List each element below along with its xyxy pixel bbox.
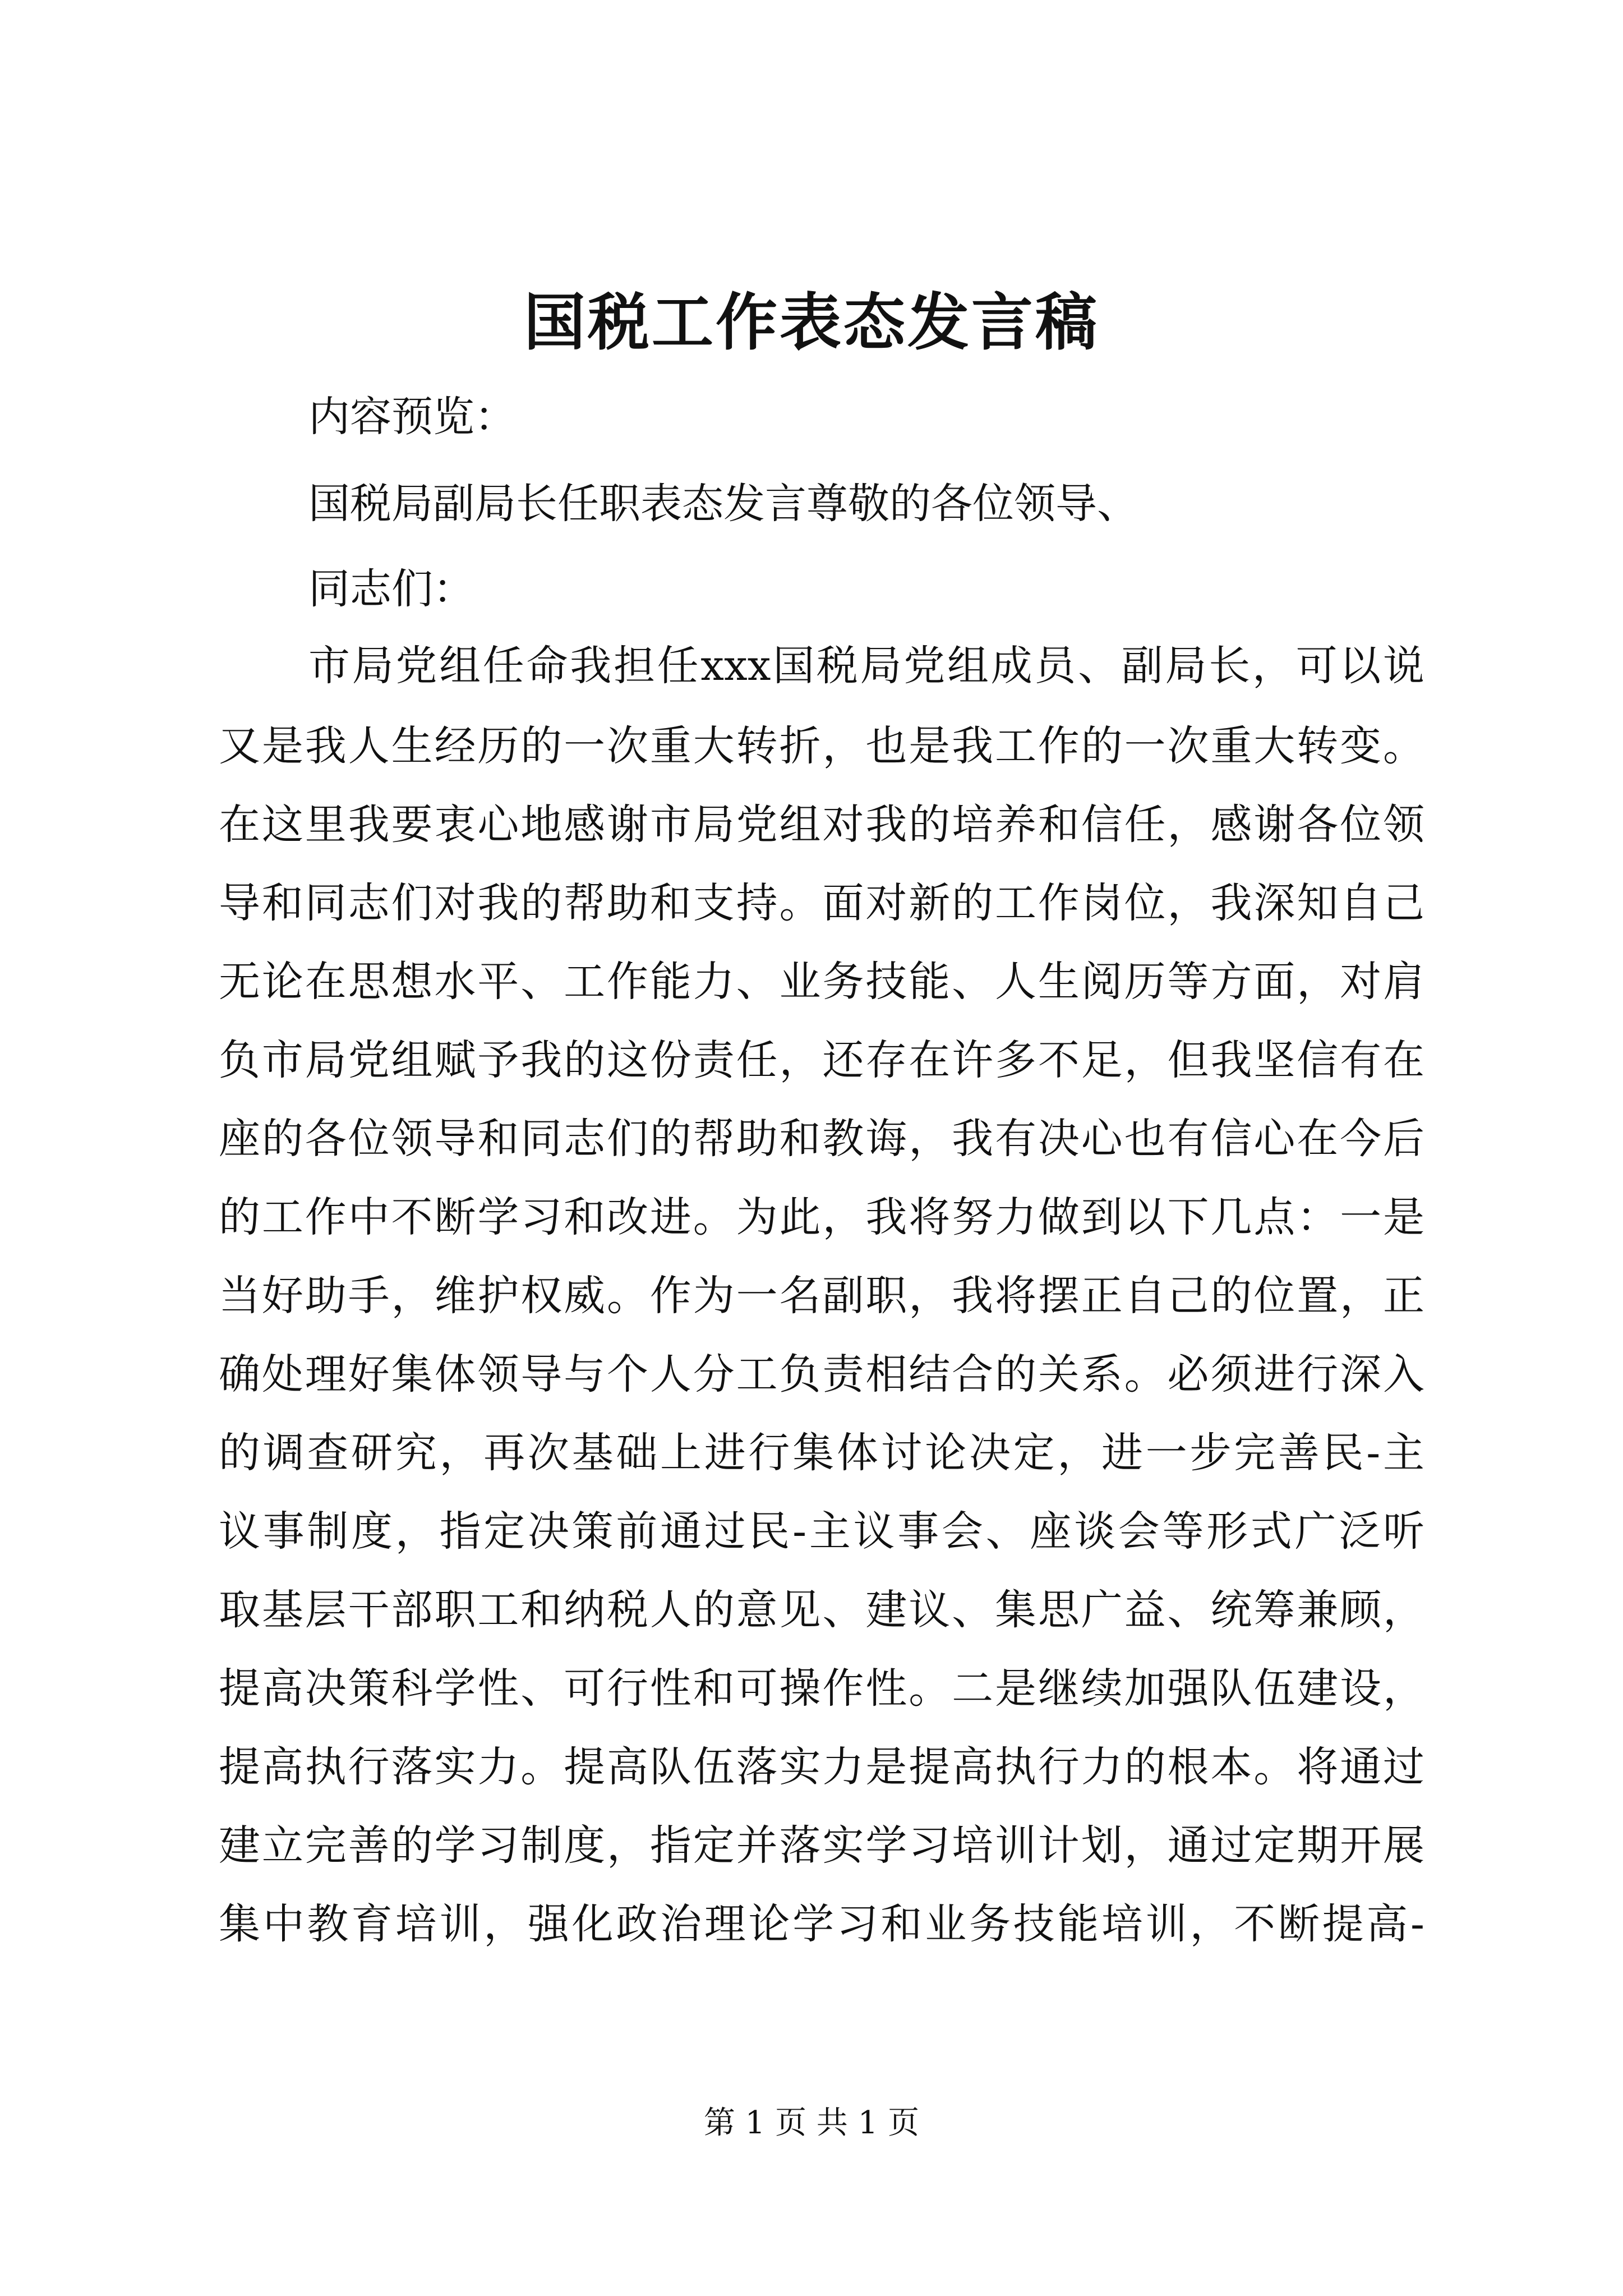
text-line: 同志们： bbox=[308, 565, 474, 613]
text-line: 负市局党组赋予我的这份责任，还存在许多不足，但我坚信有在 bbox=[219, 1036, 1424, 1084]
text-line: 在这里我要衷心地感谢市局党组对我的培养和信任，感谢各位领 bbox=[219, 800, 1424, 849]
page-number-footer: 第 1 页 共 1 页 bbox=[703, 2105, 920, 2141]
text-line: 提高决策科学性、可行性和可操作性。二是继续加强队伍建设， bbox=[219, 1664, 1424, 1713]
text-line: 的工作中不断学习和改进。为此，我将努力做到以下几点：一是 bbox=[219, 1193, 1424, 1241]
text-line: 当好助手，维护权威。作为一名副职，我将摆正自己的位置，正 bbox=[219, 1272, 1424, 1320]
text-line: 确处理好集体领导与个人分工负责相结合的关系。必须进行深入 bbox=[219, 1350, 1424, 1398]
text-line: 国税局副局长任职表态发言尊敬的各位领导、 bbox=[308, 480, 1138, 528]
text-line: 无论在思想水平、工作能力、业务技能、人生阅历等方面，对肩 bbox=[219, 958, 1424, 1006]
text-line: 议事制度，指定决策前通过民-主议事会、座谈会等形式广泛听 bbox=[219, 1507, 1424, 1556]
text-line: 集中教育培训，强化政治理论学习和业务技能培训，不断提高- bbox=[219, 1900, 1424, 1948]
text-line: 导和同志们对我的帮助和支持。面对新的工作岗位，我深知自己 bbox=[219, 879, 1424, 927]
text-line: 又是我人生经历的一次重大转折，也是我工作的一次重大转变。 bbox=[219, 722, 1424, 770]
text-line: 座的各位领导和同志们的帮助和教诲，我有决心也有信心在今后 bbox=[219, 1115, 1424, 1163]
document-title: 国税工作表态发言稿 bbox=[524, 286, 1099, 358]
text-line: 的调查研究，再次基础上进行集体讨论决定，进一步完善民-主 bbox=[219, 1429, 1424, 1477]
text-line: 取基层干部职工和纳税人的意见、建议、集思广益、统筹兼顾， bbox=[219, 1586, 1424, 1634]
text-line: 内容预览： bbox=[308, 393, 516, 441]
text-line: 提高执行落实力。提高队伍落实力是提高执行力的根本。将通过 bbox=[219, 1743, 1424, 1791]
text-line: 市局党组任命我担任xxx国税局党组成员、副局长，可以说 bbox=[308, 642, 1424, 690]
text-line: 建立完善的学习制度，指定并落实学习培训计划，通过定期开展 bbox=[219, 1821, 1424, 1870]
